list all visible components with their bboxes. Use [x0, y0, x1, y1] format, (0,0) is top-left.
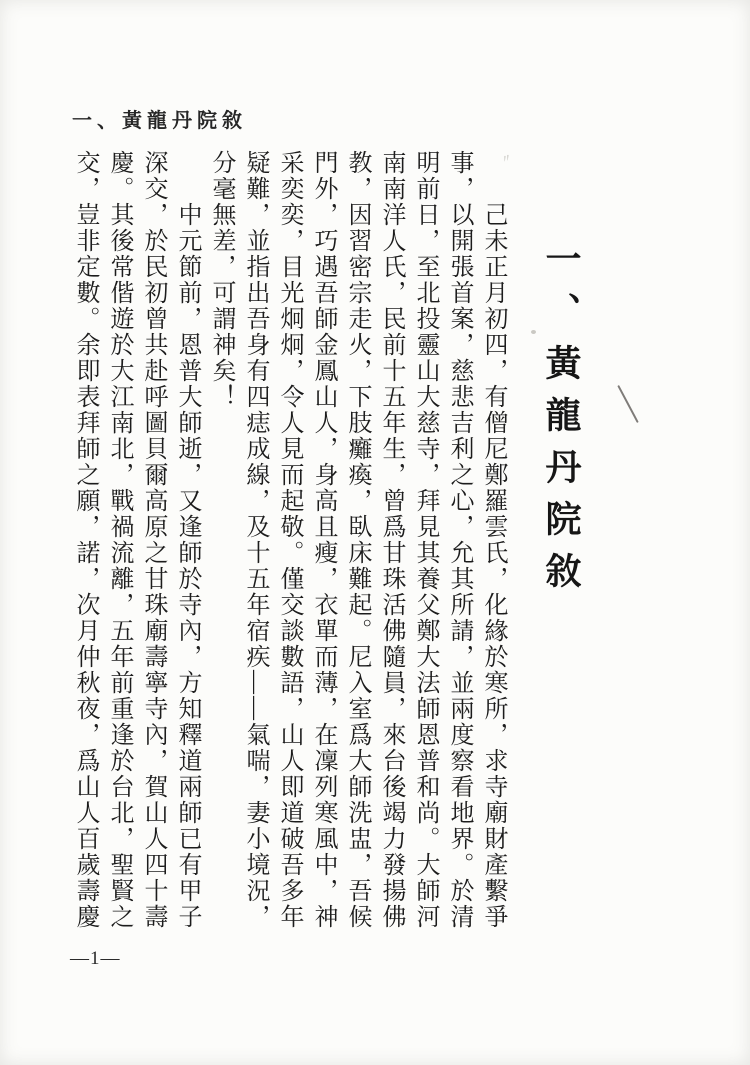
- body-text: [68, 150, 510, 938]
- paragraph-1: 己未正月初四，有僧尼鄭羅雲氏，化緣於寒所，求寺廟財產繫爭事，以開張首案，慈悲吉利之心，允其所請，並兩度察看地界。於清明前日，至北投靈山大慈寺，拜見其養父鄭大法師恩普和尚。大師河南南洋人氏，民前十五年生，曾爲甘珠活佛隨員，來台後竭力發揚佛教，因習密宗走火，下肢癱瘓，臥床難起。尼入室爲大師洗盅，吾候門外，巧遇吾師金鳳山人，身高且瘦，衣單而薄，在凜列寒風中，神采奕奕，目光炯炯，令人見而起敬。僅交談數語，山人即道破吾多年疑難，並指出吾身有四痣成線，及十五年宿疾——氣喘，妻小境況，分毫無差，可謂神矣！: [208, 150, 506, 930]
- scan-artifact-stroke: [617, 385, 638, 423]
- running-header: 一、黃龍丹院敘: [72, 110, 247, 132]
- paragraph-2: 中元節前，恩普大師逝，又逢師於寺內，方知釋道兩師已有甲子深交，於民初曾共赴呼圖貝爾高原之甘珠廟壽寧寺內，賀山人四十壽慶。其後常偕遊於大江南北，戰禍流離，五年前重逢於台北，聖賢之交，豈非定數。余即表拜師之願，諾，次月仲秋夜，爲山人百歲壽慶: [72, 150, 200, 930]
- scan-artifact-dot: [531, 330, 536, 334]
- page-number: —1—: [70, 948, 121, 969]
- scan-artifact-smudge: 〃: [499, 151, 514, 167]
- chapter-title: 一、黃龍丹院敘: [541, 240, 581, 604]
